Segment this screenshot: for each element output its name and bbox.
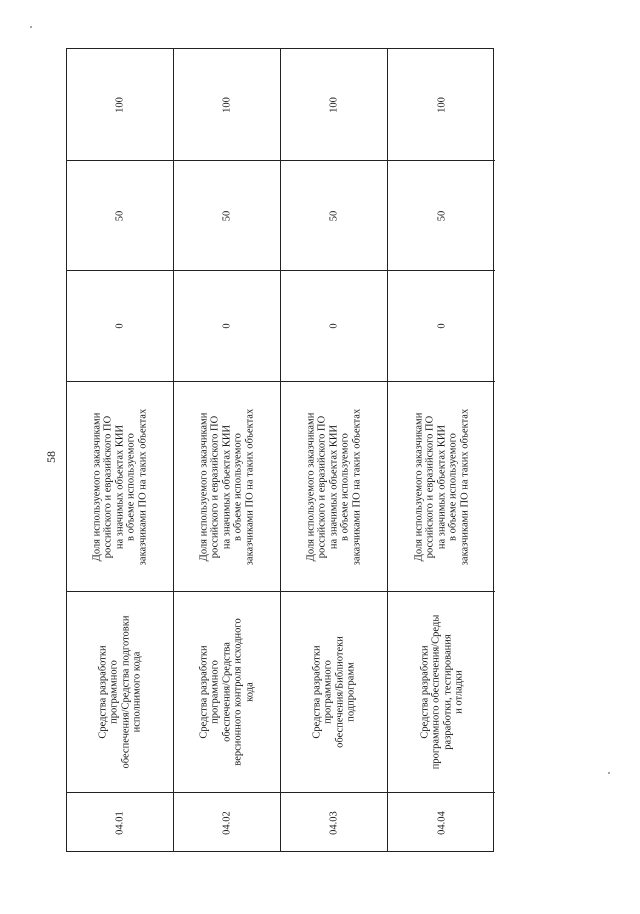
value-target: 100 — [328, 96, 340, 113]
indicator-cell — [67, 381, 173, 591]
code-cell — [281, 792, 387, 853]
value-target: 100 — [114, 96, 126, 113]
category-name: Средства разработки программного обеспечения/Средства подготовки исполнимого кода — [97, 615, 143, 769]
value-cell-interim — [388, 160, 495, 270]
value-cell-base — [174, 270, 280, 381]
scan-speck — [608, 772, 610, 774]
value-cell-interim — [67, 160, 173, 270]
value-target: 100 — [435, 96, 447, 113]
category-code: 04.01 — [114, 811, 126, 835]
table-row — [388, 49, 495, 851]
category-name-cell — [388, 591, 495, 792]
category-name: Средства разработки программного обеспечения/Средства версионного контроля исходного кода — [198, 618, 256, 766]
indicator-cell — [174, 381, 280, 591]
code-cell — [388, 792, 495, 853]
value-cell-base — [281, 270, 387, 381]
indicator-text: Доля используемого заказчиками российского и евразийского ПО на значимых объектах КИИ в объеме используемого заказчиками ПО на таких объектах — [305, 408, 363, 565]
value-cell-target — [174, 49, 280, 160]
rotated-table — [66, 48, 494, 852]
category-code: 04.04 — [435, 811, 447, 835]
page-number: 58 — [43, 451, 58, 463]
value-interim: 50 — [328, 210, 340, 221]
value-base: 0 — [435, 323, 447, 329]
category-code: 04.02 — [221, 811, 233, 835]
scan-speck — [30, 26, 32, 28]
value-base: 0 — [114, 323, 126, 329]
value-base: 0 — [328, 323, 340, 329]
value-interim: 50 — [435, 210, 447, 221]
indicator-text: Доля используемого заказчиками российского и евразийского ПО на значимых объектах КИИ в объеме используемого заказчиками ПО на таких объектах — [412, 408, 470, 565]
code-cell — [67, 792, 173, 853]
category-name: Средства разработки программного обеспечения/Среды разработки, тестирования и отладки — [418, 614, 464, 770]
category-name-cell — [67, 591, 173, 792]
table-row — [174, 49, 281, 851]
table-row — [67, 49, 174, 851]
value-cell-target — [67, 49, 173, 160]
value-cell-target — [281, 49, 387, 160]
value-cell-target — [388, 49, 495, 160]
category-name-cell — [281, 591, 387, 792]
value-interim: 50 — [114, 210, 126, 221]
indicator-cell — [388, 381, 495, 591]
indicator-text: Доля используемого заказчиками российского и евразийского ПО на значимых объектах КИИ в объеме используемого заказчиками ПО на таких объектах — [198, 408, 256, 565]
indicator-text: Доля используемого заказчиками российского и евразийского ПО на значимых объектах КИИ в объеме используемого заказчиками ПО на таких объектах — [91, 408, 149, 565]
value-cell-base — [67, 270, 173, 381]
category-name-cell — [174, 591, 280, 792]
value-interim: 50 — [221, 210, 233, 221]
category-code: 04.03 — [328, 811, 340, 835]
value-cell-interim — [174, 160, 280, 270]
value-base: 0 — [221, 323, 233, 329]
category-name: Средства разработки программного обеспечения/Библиотеки подпрограмм — [311, 636, 357, 748]
code-cell — [174, 792, 280, 853]
table-row — [281, 49, 388, 851]
value-cell-interim — [281, 160, 387, 270]
value-target: 100 — [221, 96, 233, 113]
indicator-cell — [281, 381, 387, 591]
value-cell-base — [388, 270, 495, 381]
